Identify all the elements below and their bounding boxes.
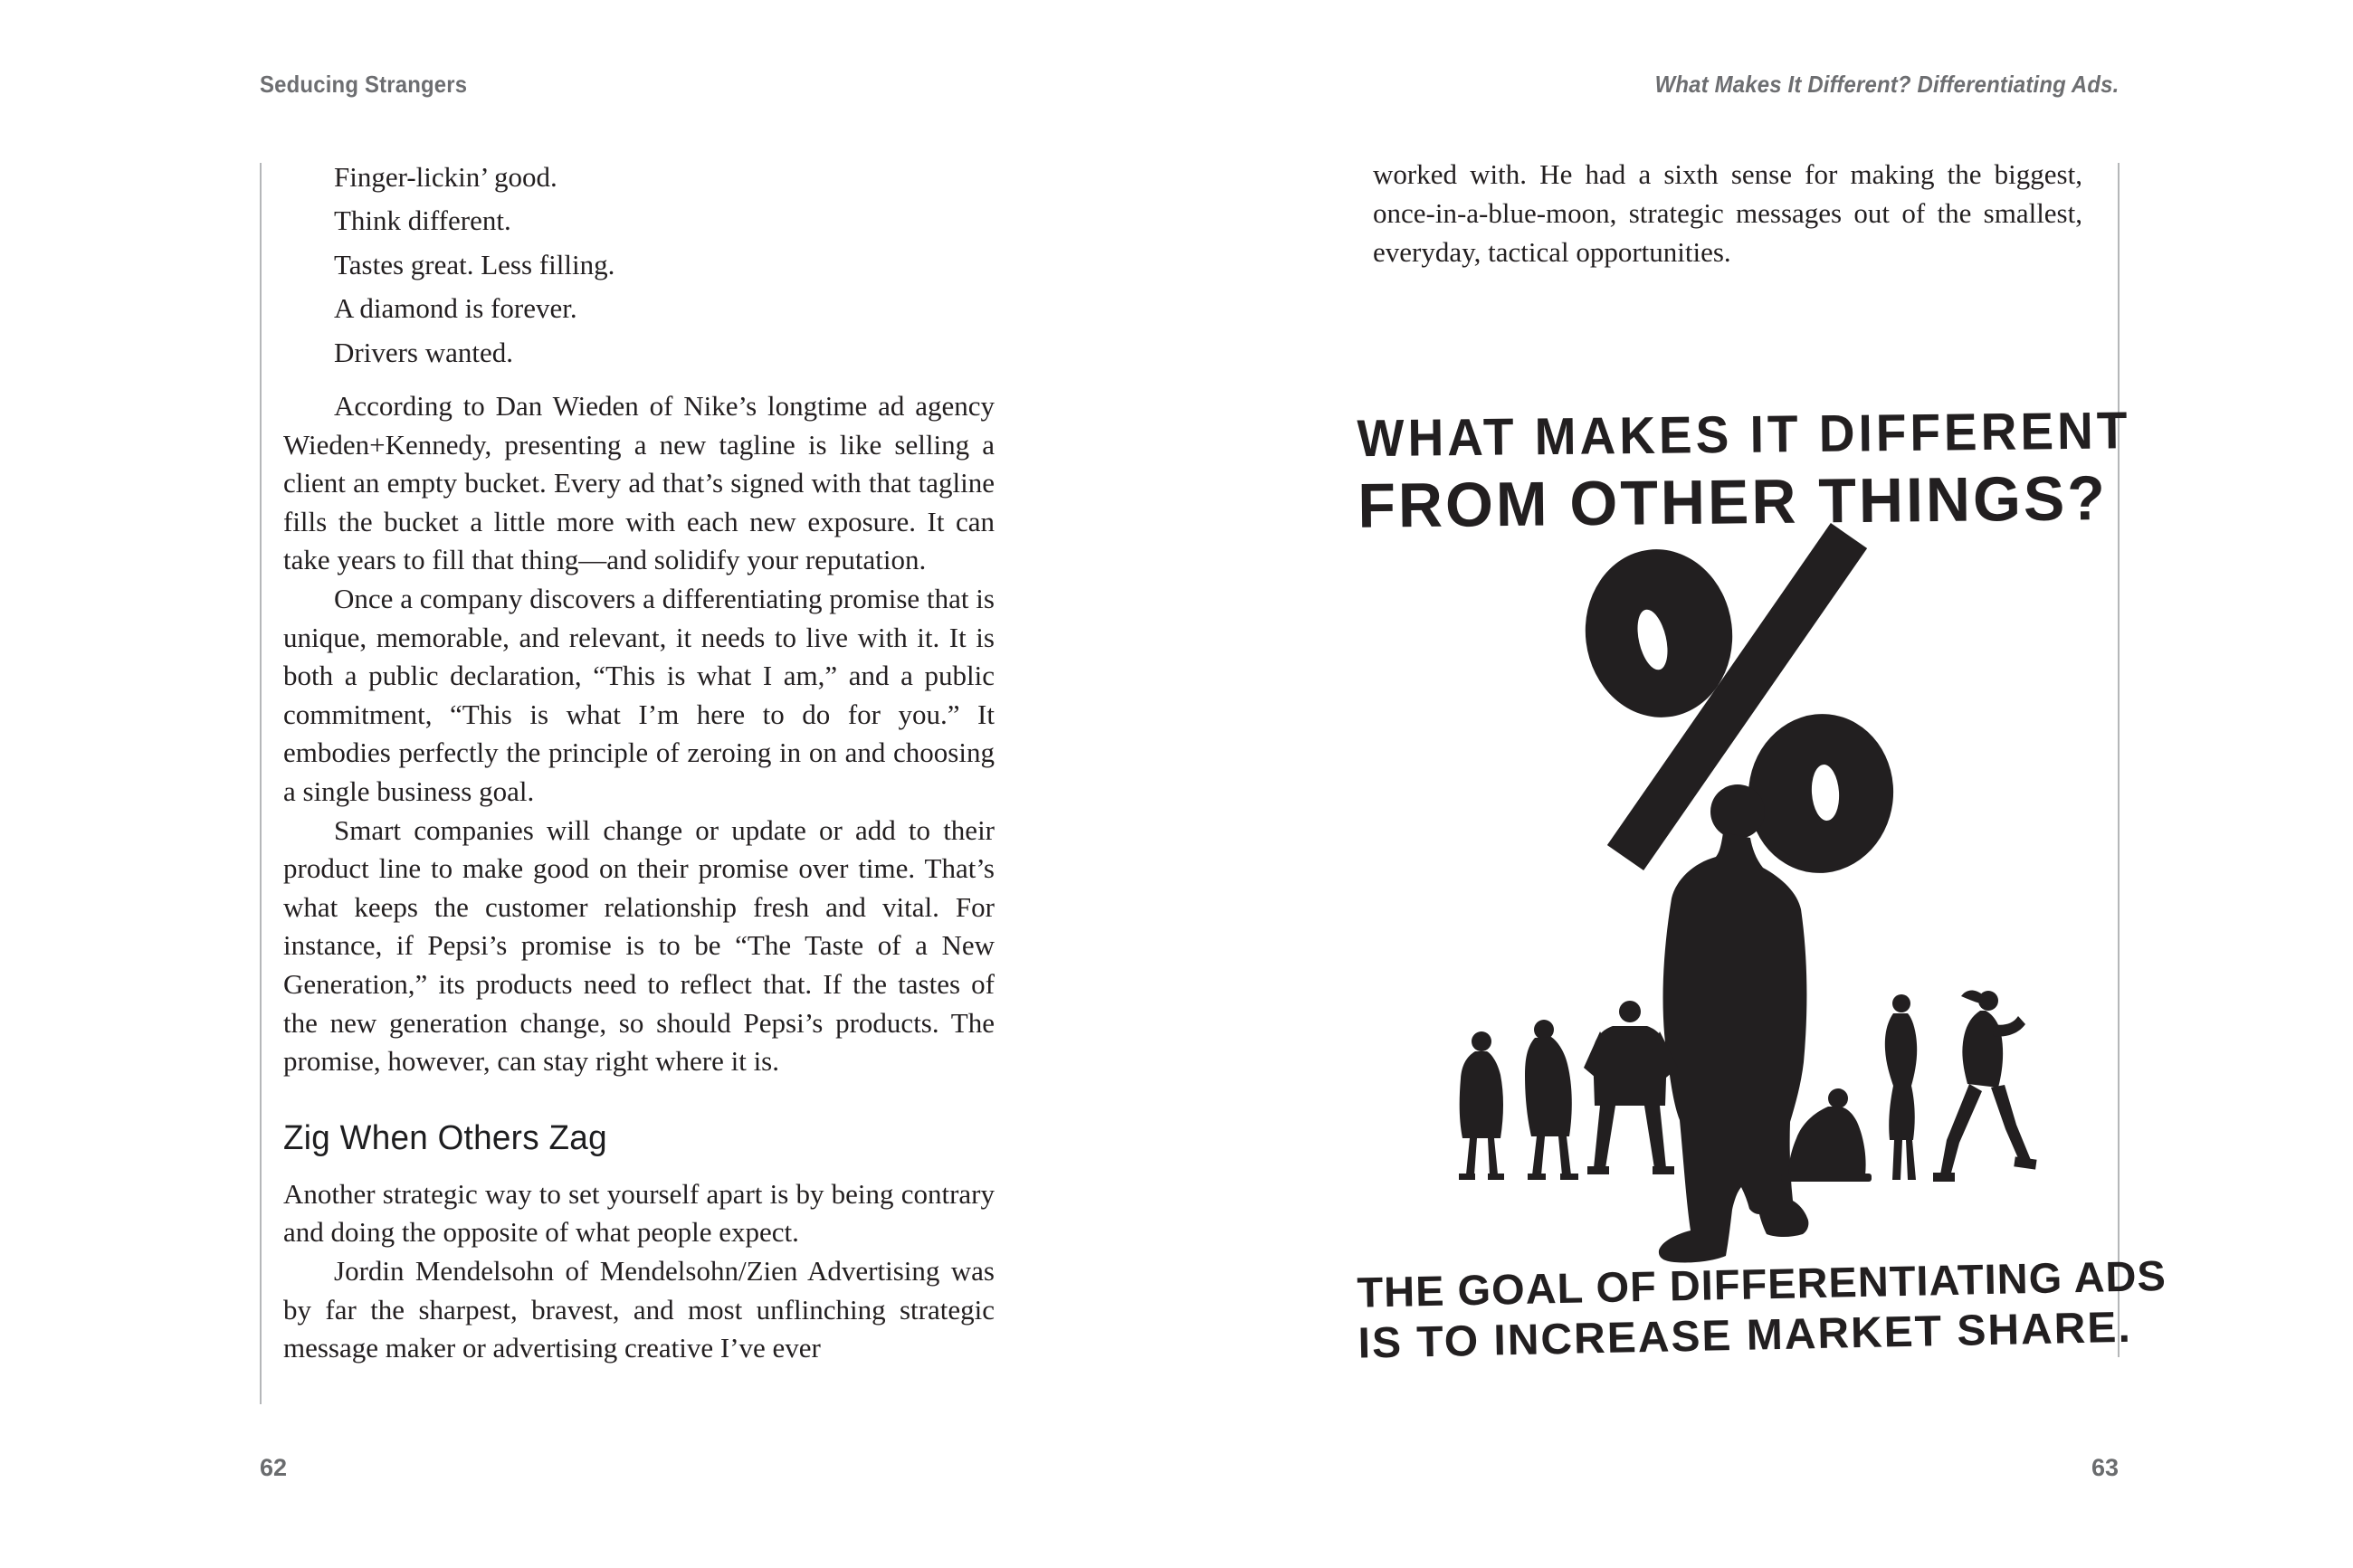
illustration-caption-line2: IS TO INCREASE MARKET SHARE. xyxy=(1358,1303,2133,1368)
walking-woman-silhouette xyxy=(1933,990,2037,1182)
running-header-right: What Makes It Different? Differentiating Ads. xyxy=(1654,71,2119,98)
body-paragraph: Smart companies will change or update or add to their product line to make good on their promise over time. That’s what keeps the customer relationship fresh and vital. For instance, if Pepsi’s promise is to be “The Taste of a New Generation,” its products need to reflect that. If the tastes of the new generation change, so should Pepsi’s products. The promise, however, can stay right where it is. xyxy=(283,813,995,1078)
slouched-man-silhouette xyxy=(1525,1020,1578,1180)
body-paragraph: Another strategic way to set yourself apart is by being contrary and doing the opposite of what people expect. xyxy=(283,1177,995,1249)
thin-woman-silhouette xyxy=(1885,994,1917,1180)
tagline-list xyxy=(283,156,995,375)
body-paragraph: Once a company discovers a differentiating promise that is unique, memorable, and relevant, it needs to live with it. It is both a public declaration, “This is what I am,” and a public commitment, “This is what I’m here to do for you.” It embodies perfectly the principle of zeroing in on and choosing a single business goal. xyxy=(283,583,995,807)
body-paragraph: worked with. He had a sixth sense for making the biggest, once-in-a-blue-moon, strategic messages out of the smallest, everyday, tactical opportunities. xyxy=(1373,158,2082,268)
tagline-item: Tastes great. Less filling. xyxy=(334,248,615,280)
tagline-item: Think different. xyxy=(334,204,511,237)
section-heading: Zig When Others Zag xyxy=(283,1118,607,1157)
page-number-left: 62 xyxy=(260,1454,288,1481)
percent-sign-crowd-illustration xyxy=(1358,380,2190,1393)
illustration-headline-line1: WHAT MAKES IT DIFFERENT xyxy=(1357,400,2131,468)
hands-on-hips-man-silhouette xyxy=(1584,1001,1678,1174)
body-paragraph: Jordin Mendelsohn of Mendelsohn/Zien Advertising was by far the sharpest, bravest, and most unflinching strategic message maker or advertising creative I’ve ever xyxy=(283,1254,995,1364)
illustration-caption xyxy=(1356,1250,2167,1368)
page-number-right: 63 xyxy=(2091,1454,2119,1481)
body-paragraph: According to Dan Wieden of Nike’s longtime ad agency Wieden+Kennedy, presenting a new tagline is like selling a client an empty bucket. Every ad that’s signed with that tagline fills the bucket a little more with each new exposure. It can take years to fill that thing—and solidify your reputation. xyxy=(283,390,995,576)
tagline-item: Drivers wanted. xyxy=(334,336,513,368)
running-header-left: Seducing Strangers xyxy=(260,71,468,98)
tagline-item: Finger-lickin’ good. xyxy=(334,161,557,193)
right-text-column xyxy=(1373,156,2082,271)
illustration-headline-line2: FROM OTHER THINGS? xyxy=(1357,462,2109,542)
left-column-rule xyxy=(260,163,262,1404)
tagline-item: A diamond is forever. xyxy=(334,292,577,325)
illustration-caption-line1: THE GOAL OF DIFFERENTIATING ADS xyxy=(1356,1250,2167,1316)
differentiating-ads-illustration xyxy=(1358,380,2190,1393)
standing-woman-silhouette xyxy=(1459,1031,1504,1180)
left-text-column xyxy=(283,156,995,1368)
